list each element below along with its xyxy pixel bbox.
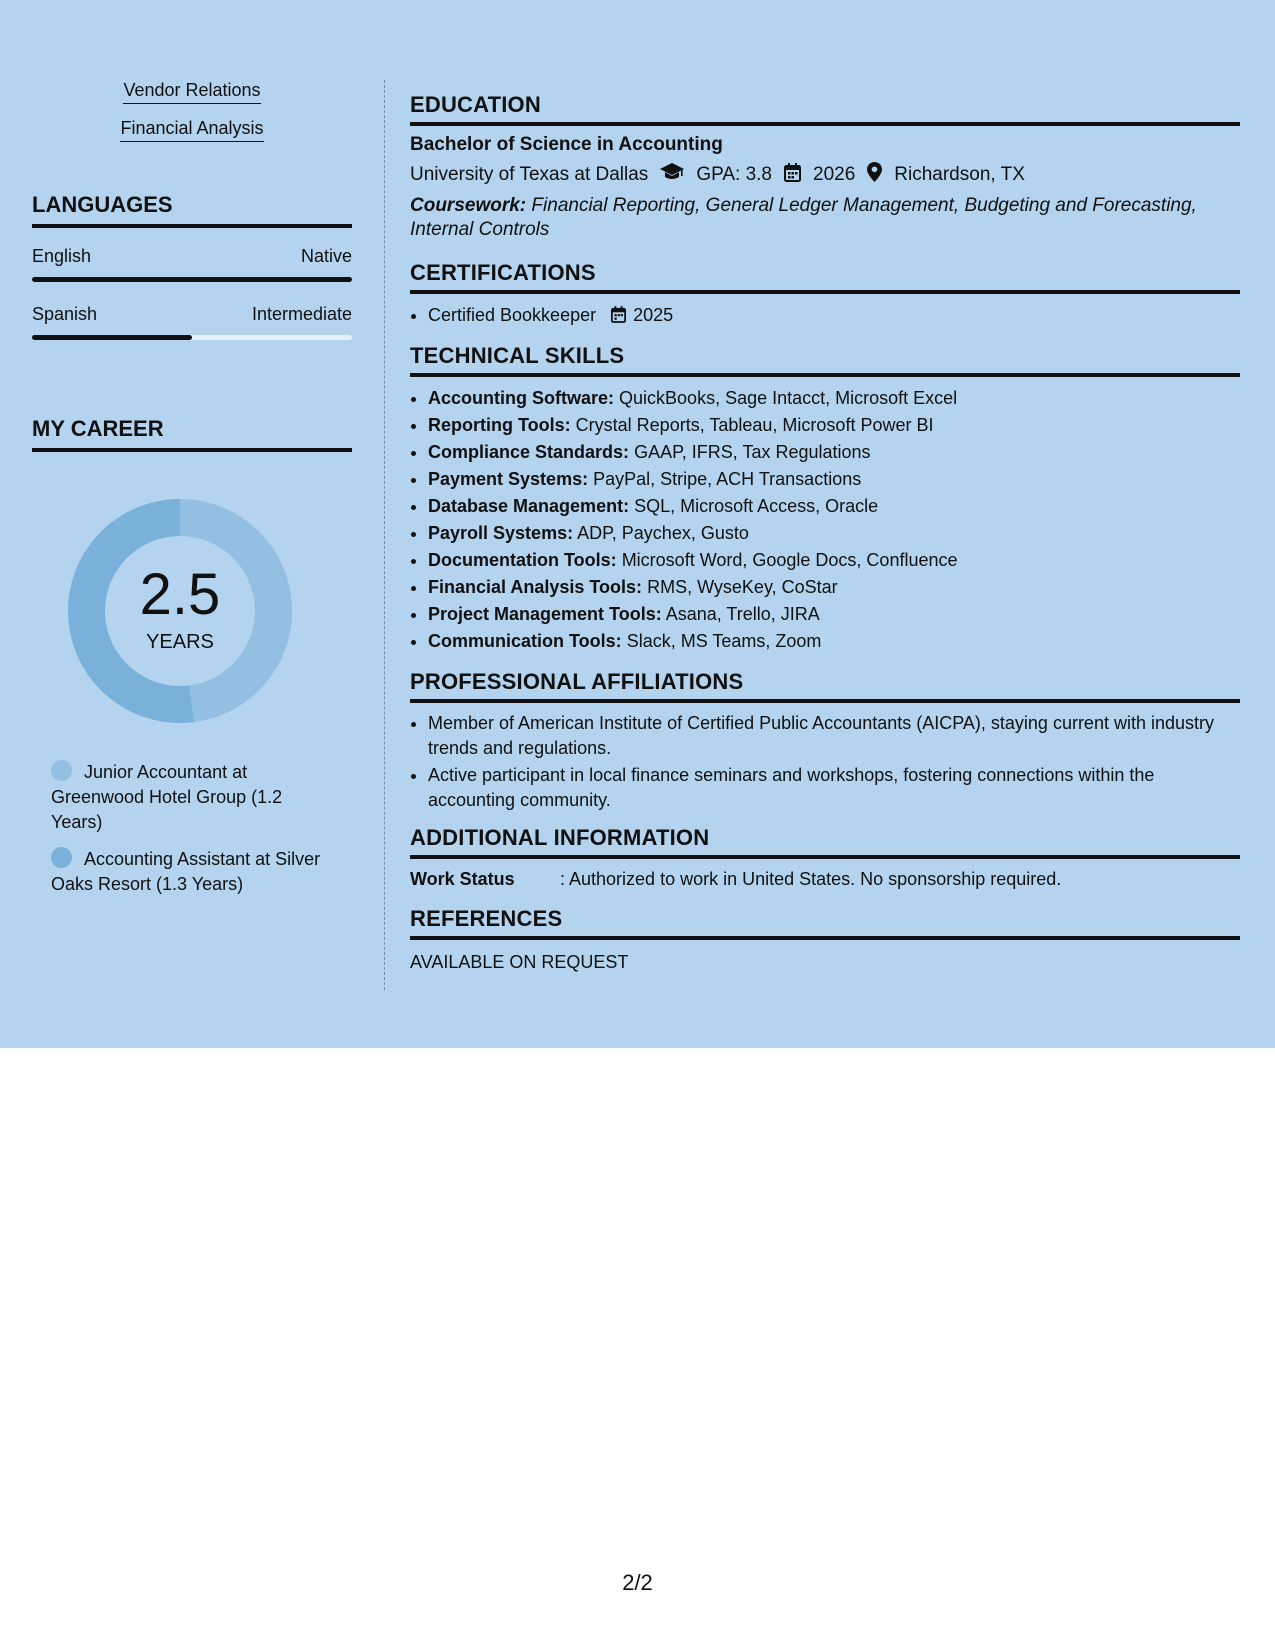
work-status xyxy=(410,869,1240,890)
skill-item: • Financial Analysis Tools: RMS, WyseKey, CoStar xyxy=(428,574,1240,601)
education-section xyxy=(410,92,1240,242)
references-section xyxy=(410,906,1240,973)
skill-item: • Documentation Tools: Microsoft Word, Google Docs, Confluence xyxy=(428,547,1240,574)
skill-tags xyxy=(32,80,352,142)
language-name: Spanish xyxy=(32,304,98,324)
graduation-year: 2026 xyxy=(813,164,856,185)
language-level: Intermediate xyxy=(251,304,352,324)
language-bar-fill xyxy=(32,277,352,282)
language-spanish xyxy=(32,304,352,340)
skill-item: • Payroll Systems: ADP, Paychex, Gusto xyxy=(428,520,1240,547)
page-number: 2/2 xyxy=(622,1570,653,1595)
coursework xyxy=(410,194,1240,242)
career-legend-item: Junior Accountant at Greenwood Hotel Group (1.2 Years) xyxy=(51,762,283,832)
sidebar xyxy=(32,80,352,909)
technical-skills-list xyxy=(410,385,1240,655)
skill-tag: Vendor Relations xyxy=(32,80,352,104)
skill-item: • Project Management Tools: Asana, Trello, JIRA xyxy=(428,601,1240,628)
language-level: Native xyxy=(300,246,352,266)
career-total-years: 2.5 xyxy=(139,562,221,627)
references-text: AVAILABLE ON REQUEST xyxy=(410,952,629,972)
certification-item: • Certified Bookkeeper 2025 xyxy=(428,302,1240,331)
career-legend-item: Accounting Assistant at Silver Oaks Resort (1.3 Years) xyxy=(51,849,321,894)
skill-tag: Financial Analysis xyxy=(32,118,352,142)
legend-dot xyxy=(51,760,72,781)
degree-title: Bachelor of Science in Accounting xyxy=(410,134,723,155)
skill-item: • Reporting Tools: Crystal Reports, Tableau, Microsoft Power BI xyxy=(428,412,1240,439)
education-heading: EDUCATION xyxy=(410,92,1240,126)
additional-info-heading: ADDITIONAL INFORMATION xyxy=(410,825,1240,859)
graduation-cap-icon xyxy=(660,163,684,187)
skill-item: • Payment Systems: PayPal, Stripe, ACH Transactions xyxy=(428,466,1240,493)
calendar-icon xyxy=(611,304,626,331)
skill-item: • Accounting Software: QuickBooks, Sage Intacct, Microsoft Excel xyxy=(428,385,1240,412)
language-english xyxy=(32,246,352,282)
language-name: English xyxy=(32,246,92,266)
legend-dot xyxy=(51,847,72,868)
skill-item: • Compliance Standards: GAAP, IFRS, Tax Regulations xyxy=(428,439,1240,466)
skill-item: • Communication Tools: Slack, MS Teams, Zoom xyxy=(428,628,1240,655)
certifications-section xyxy=(410,260,1240,331)
technical-skills-section xyxy=(410,343,1240,655)
certifications-heading: CERTIFICATIONS xyxy=(410,260,1240,294)
career-heading: MY CAREER xyxy=(32,416,352,452)
certification-year: 2025 xyxy=(633,305,674,325)
affiliations-heading: PROFESSIONAL AFFILIATIONS xyxy=(410,669,1240,703)
technical-skills-heading: TECHNICAL SKILLS xyxy=(410,343,1240,377)
school-name: University of Texas at Dallas xyxy=(410,164,649,185)
career-donut xyxy=(65,496,295,726)
language-bar-fill xyxy=(32,335,192,340)
references-heading: REFERENCES xyxy=(410,906,1240,940)
calendar-icon xyxy=(784,163,801,188)
education-details xyxy=(410,162,1240,188)
skill-item: • Database Management: SQL, Microsoft Access, Oracle xyxy=(428,493,1240,520)
column-divider xyxy=(384,80,385,990)
affiliation-item: • Active participant in local finance seminars and workshops, fostering connections within the accounting community. xyxy=(428,763,1240,813)
coursework-list: Financial Reporting, General Ledger Management, Budgeting and Forecasting, Internal Controls xyxy=(410,195,1197,240)
career-total-unit: YEARS xyxy=(146,631,214,653)
school-location: Richardson, TX xyxy=(894,164,1025,185)
main-content xyxy=(410,92,1240,973)
affiliations-section xyxy=(410,669,1240,813)
affiliation-item: • Member of American Institute of Certified Public Accountants (AICPA), staying current with industry trends and regulations. xyxy=(428,711,1240,761)
career-legend xyxy=(32,760,321,897)
language-bar xyxy=(32,335,352,340)
languages-heading: LANGUAGES xyxy=(32,192,352,228)
language-bar xyxy=(32,277,352,282)
coursework-label: Coursework: xyxy=(410,195,527,216)
work-status-label: Work Status xyxy=(410,869,515,889)
affiliations-list xyxy=(410,711,1240,813)
additional-info-section xyxy=(410,825,1240,890)
gpa: GPA: 3.8 xyxy=(696,164,772,185)
work-status-value: : Authorized to work in United States. No sponsorship required. xyxy=(560,869,1062,889)
location-pin-icon xyxy=(867,162,882,188)
